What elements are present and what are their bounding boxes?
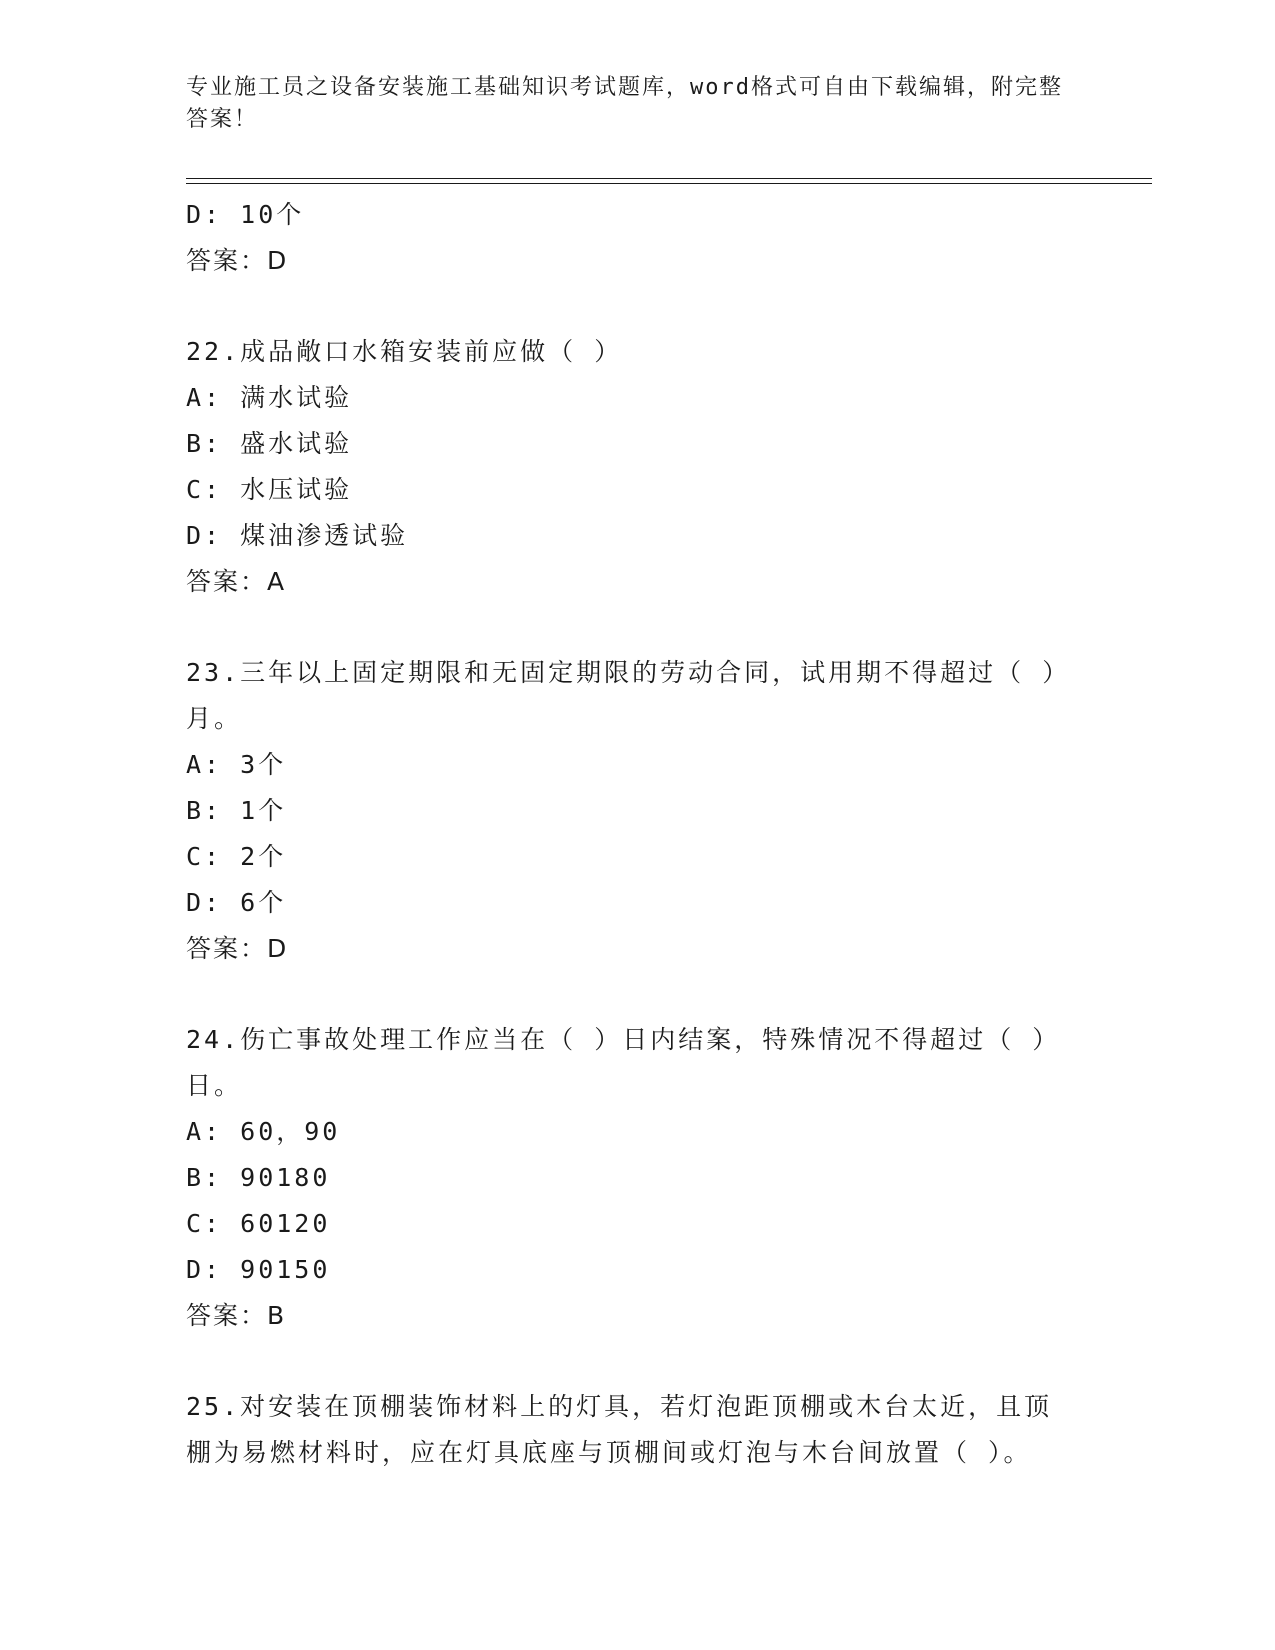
question-text: 23.三年以上固定期限和无固定期限的劳动合同，试用期不得超过（ ）月。: [186, 658, 1058, 733]
option-a: A: 3个: [186, 750, 287, 779]
option-a: A: 满水试验: [186, 383, 353, 412]
answer: 答案：D: [186, 934, 289, 963]
question-list: [186, 192, 1086, 1476]
document-title: 专业施工员之设备安装施工基础知识考试题库，word格式可自由下载编辑，附完整答案！: [186, 75, 1063, 132]
answer: 答案：B: [186, 1301, 287, 1330]
question-24: [186, 1017, 1086, 1339]
question-text: 24.伤亡事故处理工作应当在（ ）日内结案，特殊情况不得超过（ ）日。: [186, 1025, 1061, 1100]
question-23: [186, 650, 1086, 972]
answer: 答案：A: [186, 567, 287, 596]
option-d: D: 90150: [186, 1255, 331, 1284]
prev-option-d: D: 10个: [186, 200, 305, 229]
option-b: B: 90180: [186, 1163, 331, 1192]
header-rule-top: [186, 178, 1152, 179]
option-d: D: 6个: [186, 888, 287, 917]
option-c: C: 水压试验: [186, 475, 353, 504]
option-b: B: 1个: [186, 796, 287, 825]
question-text: 25.对安装在顶棚装饰材料上的灯具，若灯泡距顶棚或木台太近，且顶棚为易燃材料时，应在灯具底座与顶棚间或灯泡与木台间放置（ ）。: [186, 1392, 1053, 1467]
prev-answer: 答案：D: [186, 246, 289, 275]
option-a: A: 60，90: [186, 1117, 341, 1146]
question-22: [186, 329, 1086, 605]
question-25: [186, 1384, 1086, 1476]
option-d: D: 煤油渗透试验: [186, 521, 409, 550]
option-b: B: 盛水试验: [186, 429, 353, 458]
header-rule-bottom: [186, 183, 1152, 184]
document-header: [186, 72, 1086, 136]
question-text: 22.成品敞口水箱安装前应做（ ）: [186, 337, 623, 366]
option-c: C: 2个: [186, 842, 287, 871]
option-c: C: 60120: [186, 1209, 331, 1238]
